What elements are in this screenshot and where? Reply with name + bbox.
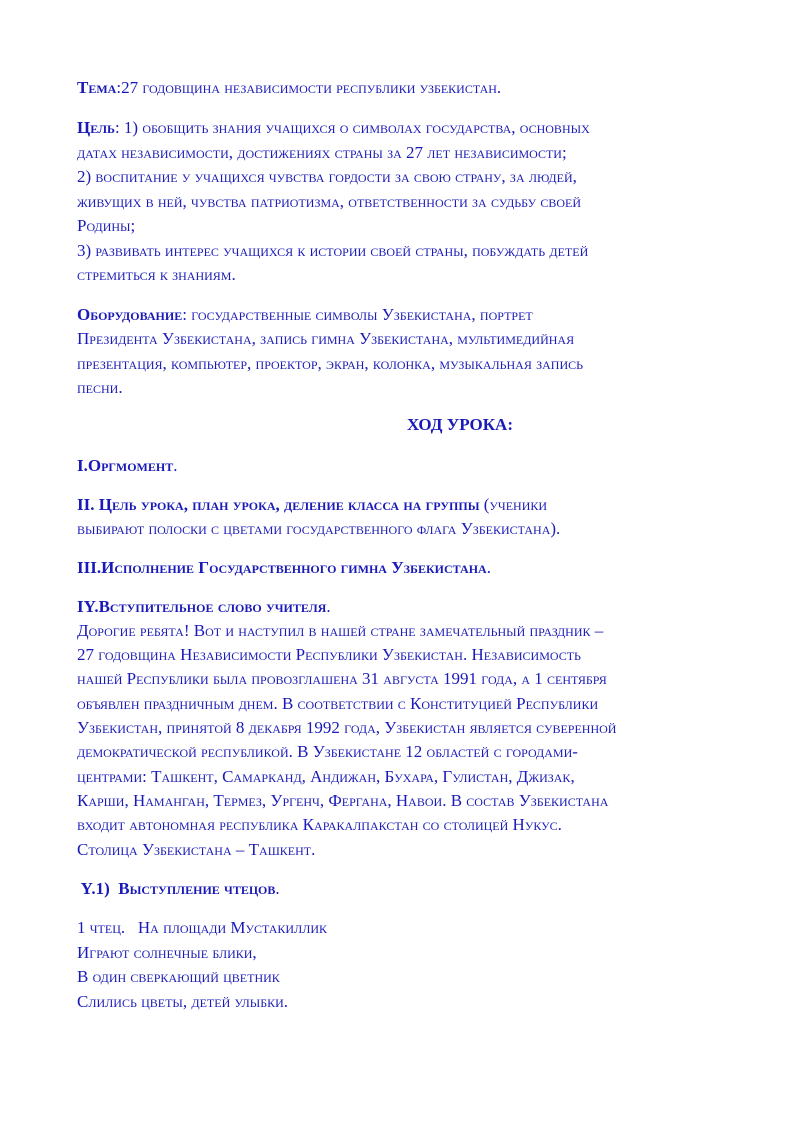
topic-line <box>77 76 501 100</box>
paragraph-line-1: Дорогие ребята! Вот и наступил в нашей стране замечательный праздник – <box>77 621 604 640</box>
equipment-line-2: Президента Узбекистана, запись гимна Узбекистана, мультимедийная <box>77 329 575 348</box>
goal-line-6: 3) развивать интерес учащихся к истории своей страны, побуждать детей <box>77 241 589 260</box>
paragraph-line-5: Узбекистан, принятой 8 декабря 1992 года, Узбекистан является суверенной <box>77 718 617 737</box>
topic-label: Тема <box>77 78 117 97</box>
goal-line-5: Родины; <box>77 216 136 235</box>
section-4-label: IY.Вступительное слово учителя <box>77 597 327 616</box>
section-3-label: III.Исполнение Государственного гимна Узбекистана <box>77 558 487 577</box>
section-3-dot: . <box>486 558 491 577</box>
section-5-dot: . <box>275 879 280 898</box>
section-4-dot: . <box>326 597 331 616</box>
paragraph-line-7: центрами: Ташкент, Самарканд, Андижан, Бухара, Гулистан, Джизак, <box>77 767 575 786</box>
goal-line-3: 2) воспитание у учащихся чувства гордости за свою страну, за людей, <box>77 167 577 186</box>
section-1-dot: . <box>173 456 178 475</box>
verse-line-2: Играют солнечные блики, <box>77 943 257 962</box>
goal-line-4: живущих в ней, чувства патриотизма, ответственности за судьбу своей <box>77 192 582 211</box>
equipment-line-4: песни. <box>77 378 123 397</box>
goal-line-7: стремиться к знаниям. <box>77 265 236 284</box>
paragraph-line-6: демократической республикой. В Узбекистане 12 областей с городами- <box>77 742 578 761</box>
section-2-text-1: (ученики <box>479 495 548 514</box>
section-3 <box>77 556 491 580</box>
section-1 <box>77 454 177 478</box>
paragraph-line-2: 27 годовщина Независимости Республики Узбекистан. Независимость <box>77 645 581 664</box>
paragraph-line-9: входит автономная республика Каракалпакстан со столицей Нукус. <box>77 815 562 834</box>
verse-line-4: Слились цветы, детей улыбки. <box>77 992 289 1011</box>
goal-text-1: : 1) обобщить знания учащихся о символах государства, основных <box>114 118 590 137</box>
equipment-text-1: : государственные символы Узбекистана, портрет <box>182 305 533 324</box>
equipment-line-1 <box>77 303 533 327</box>
section-2-line-1 <box>77 493 547 517</box>
goal-line-2: датах независимости, достижениях страны за 27 лет независимости; <box>77 143 567 162</box>
section-1-label: I.Оргмомент <box>77 456 174 475</box>
verse-line-3: В один сверкающий цветник <box>77 967 280 986</box>
section-5-label: Y.1) Выступление чтецов <box>77 879 276 898</box>
goal-line-1 <box>77 116 590 140</box>
topic-text: :27 годовщина независимости республики узбекистан. <box>116 78 502 97</box>
equipment-label: Оборудование <box>77 305 183 324</box>
section-2-label: II. Цель урока, план урока, деление класса на группы <box>77 495 480 514</box>
paragraph-line-10: Столица Узбекистана – Ташкент. <box>77 840 316 859</box>
equipment-line-3: презентация, компьютер, проектор, экран, колонка, музыкальная запись <box>77 354 584 373</box>
lesson-course-heading: ХОД УРОКА: <box>407 415 513 434</box>
verse-line-1: 1 чтец. На площади Мустакиллик <box>77 918 328 937</box>
paragraph-line-8: Карши, Наманган, Термез, Ургенч, Фергана, Навои. В состав Узбекистана <box>77 791 609 810</box>
paragraph-line-4: объявлен праздничным днем. В соответствии с Конституцией Республики <box>77 694 599 713</box>
section-4 <box>77 595 331 619</box>
section-2-line-2: выбирают полоски с цветами государственного флага Узбекистана). <box>77 519 561 538</box>
section-5 <box>77 877 280 901</box>
paragraph-line-3: нашей Республики была провозглашена 31 августа 1991 года, а 1 сентября <box>77 669 607 688</box>
goal-label: Цель <box>77 118 115 137</box>
